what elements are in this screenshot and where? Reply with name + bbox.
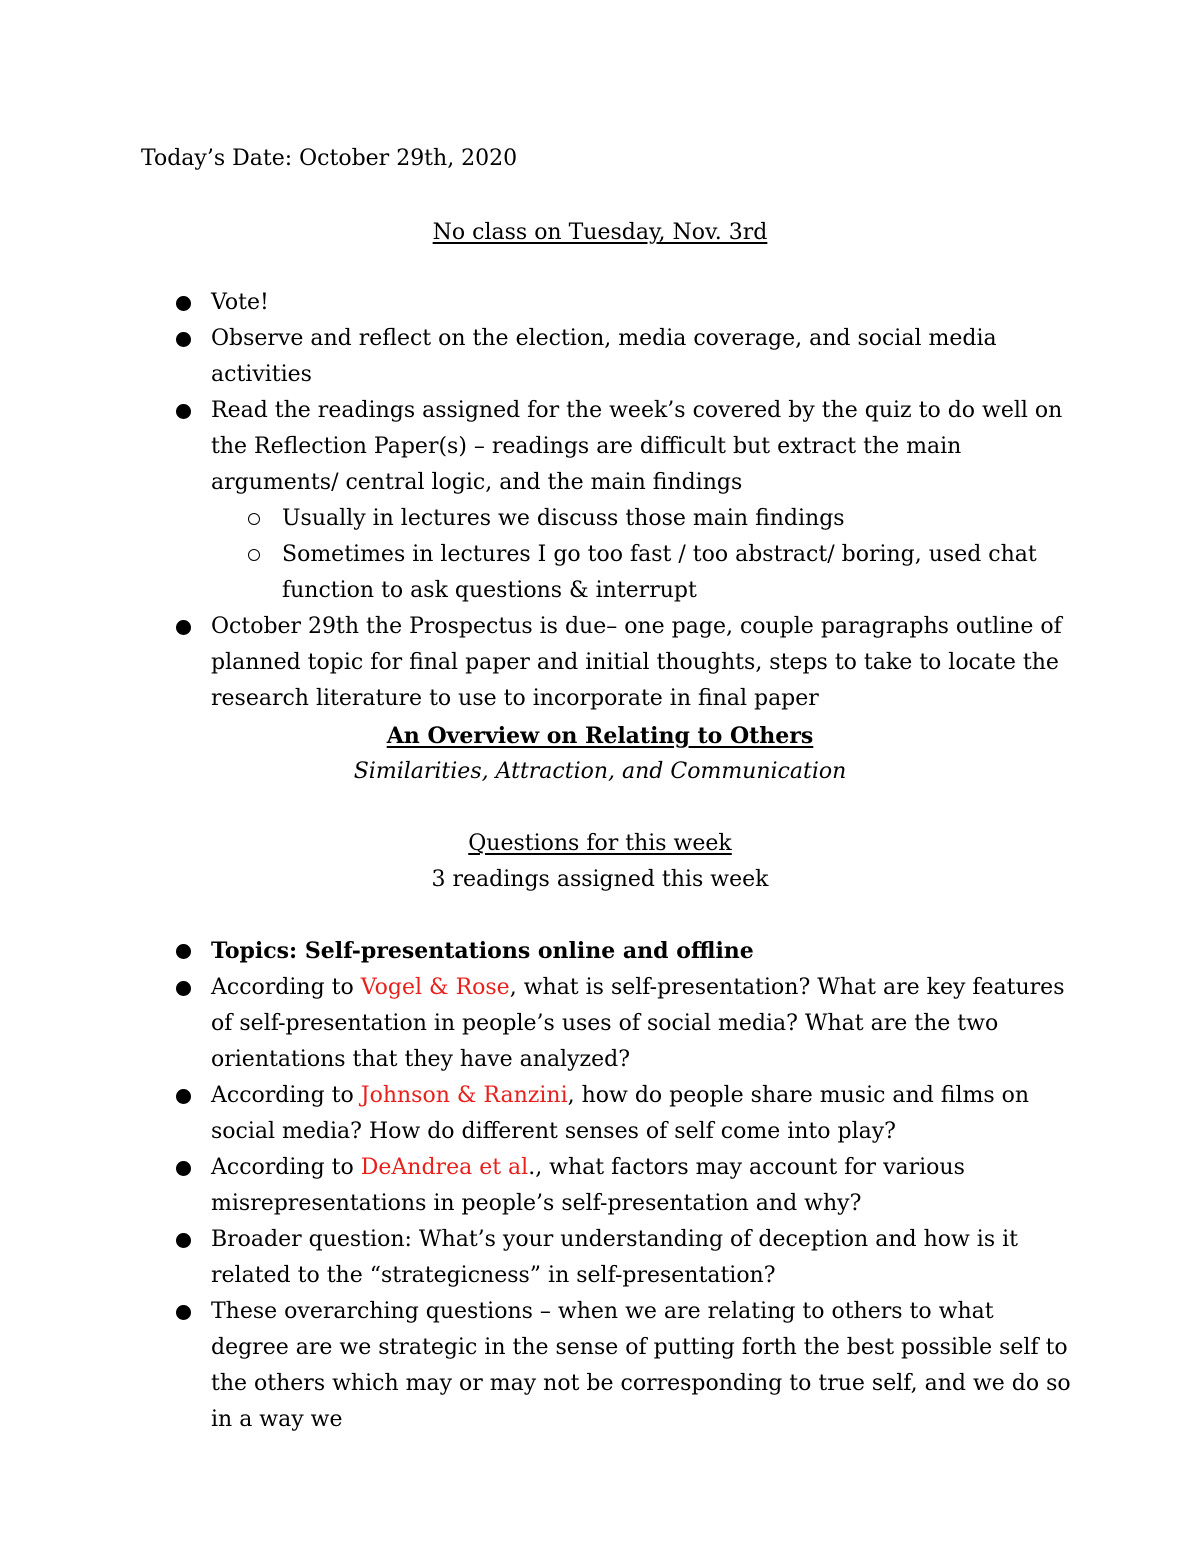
bullet-icon (176, 1233, 191, 1248)
sub-list-item (211, 537, 1071, 609)
sub-list-item-text: Usually in lectures we discuss those main findings (282, 506, 845, 531)
question-text: ., what factors may account for various misrepresentations in people’s self-presentation and why? (211, 1155, 965, 1216)
question-text: , how do people share music and films on social media? How do different senses of self come into play? (211, 1083, 1030, 1144)
list-item-text: October 29th the Prospectus is due– one page, couple paragraphs outline of planned topic for final paper and initial thoughts, steps to take to locate the research literature to use to incorporate in final paper (211, 614, 1062, 711)
sub-list (211, 501, 1071, 609)
date-line: Today’s Date: October 29th, 2020 (141, 146, 518, 171)
questions-heading: Questions for this week (468, 831, 732, 856)
list-item (0, 393, 1071, 609)
list-item-text: Vote! (211, 290, 269, 315)
section-title: An Overview on Relating to Others (386, 723, 814, 749)
bullet-icon (176, 620, 191, 635)
list-item (0, 285, 1071, 321)
list-item-text: Read the readings assigned for the week’s covered by the quiz to do well on the Reflection Paper(s) – readings are difficult but extract the main arguments/ central logic, and the main findings (211, 398, 1063, 495)
hollow-bullet-icon (248, 549, 260, 561)
author-reference: Vogel & Rose (360, 975, 510, 1000)
hollow-bullet-icon (248, 513, 260, 525)
announcement-list (0, 285, 1200, 717)
sub-list-item-text: Sometimes in lectures I go too fast / too abstract/ boring, used chat function to ask questions & interrupt (282, 542, 1037, 603)
questions-list (0, 933, 1200, 1438)
list-item (0, 609, 1071, 717)
author-reference: DeAndrea et al (360, 1155, 529, 1180)
readings-count: 3 readings assigned this week (431, 867, 769, 892)
bullet-icon (176, 332, 191, 347)
list-item (0, 1078, 1071, 1150)
list-item (0, 970, 1071, 1078)
question-prefix: According to (211, 1083, 361, 1108)
bullet-icon (176, 981, 191, 996)
question-text: , what is self-presentation? What are key features of self-presentation in people’s uses of social media? What are the two orientations that they have analyzed? (211, 975, 1065, 1072)
list-item (0, 933, 1071, 970)
no-class-notice: No class on Tuesday, Nov. 3rd (432, 220, 768, 245)
list-item-text: Observe and reflect on the election, media coverage, and social media activities (211, 326, 997, 387)
sub-list-item (211, 501, 1071, 537)
topics-heading: Topics: Self-presentations online and offline (211, 938, 754, 964)
question-prefix: According to (211, 975, 361, 1000)
bullet-icon (176, 404, 191, 419)
list-item (0, 1150, 1071, 1222)
bullet-icon (176, 944, 191, 959)
list-item (0, 1222, 1071, 1294)
question-prefix: According to (211, 1155, 361, 1180)
list-item-text: Broader question: What’s your understanding of deception and how is it related to the “strategicness” in self-presentation? (211, 1227, 1019, 1288)
list-item (0, 1294, 1071, 1438)
list-item-text: These overarching questions – when we are relating to others to what degree are we strategic in the sense of putting forth the best possible self to the others which may or may not be corresponding to true self, and we do so in a way we (211, 1299, 1071, 1432)
bullet-icon (176, 1161, 191, 1176)
bullet-icon (176, 1089, 191, 1104)
bullet-icon (176, 1305, 191, 1320)
list-item (0, 321, 1071, 393)
section-subtitle: Similarities, Attraction, and Communication (353, 759, 847, 784)
author-reference: Johnson & Ranzini (360, 1083, 568, 1108)
bullet-icon (176, 296, 191, 311)
